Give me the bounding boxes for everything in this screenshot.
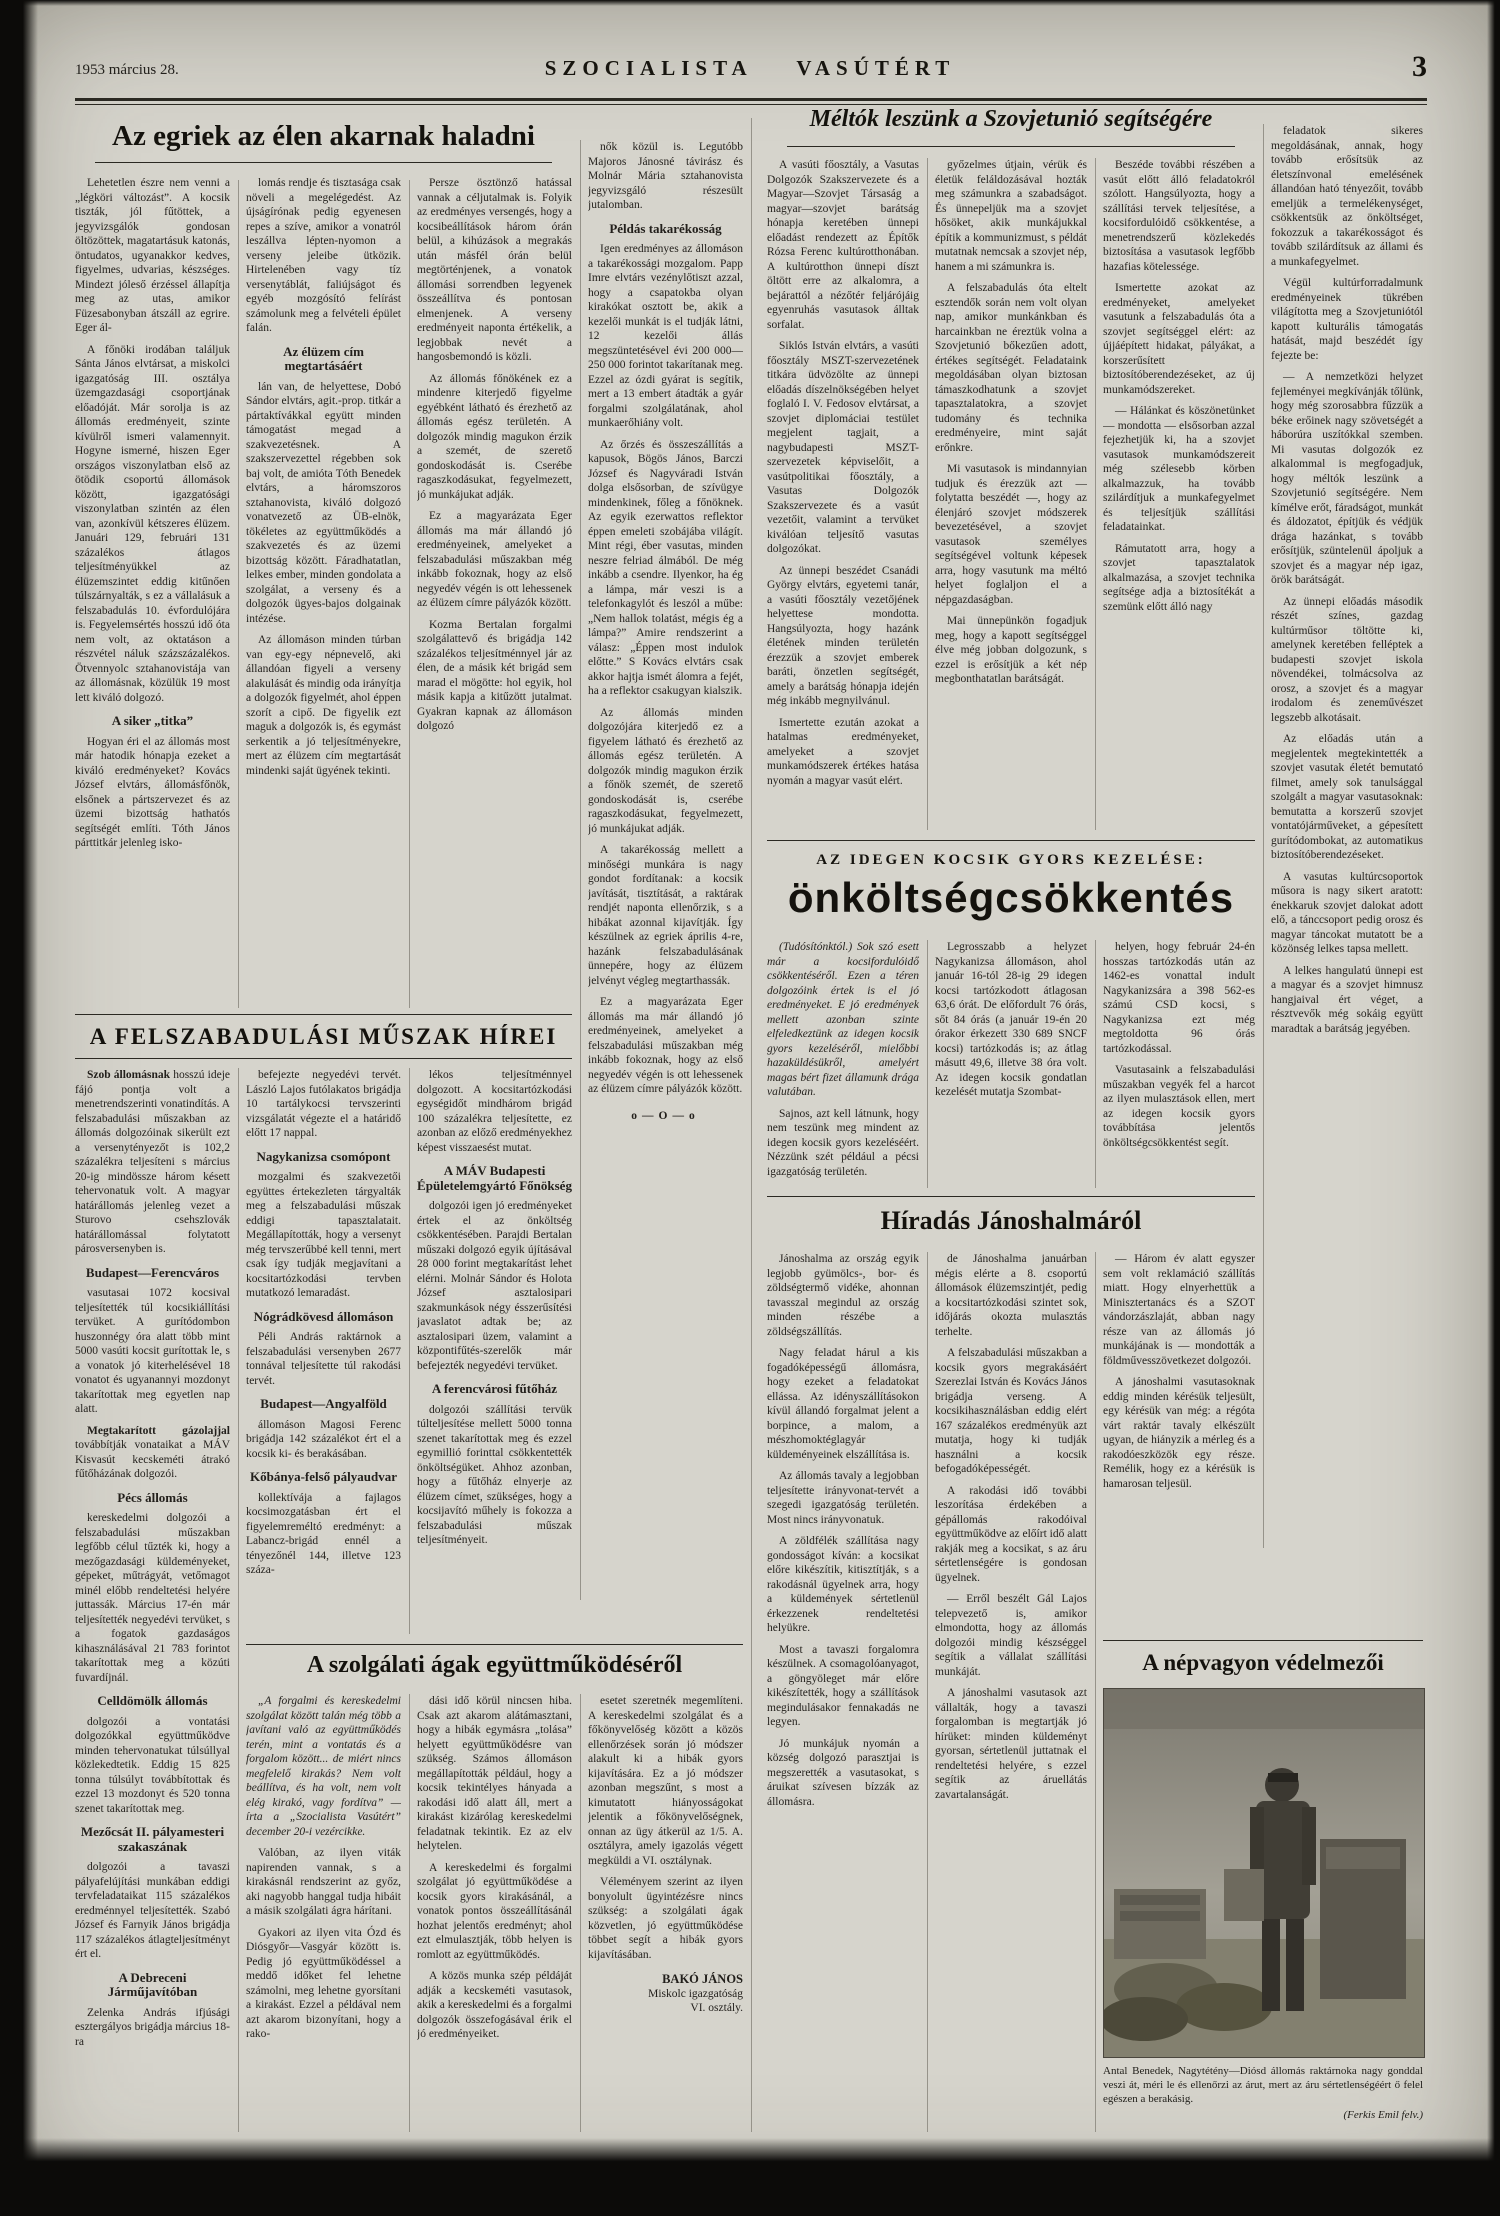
- paragraph: A kereskedelmi és forgalmi szolgálat jó együttműködése a kocsik gyors kirakásánál, a vonatok pontos összeállításánál hozhat jelentős eredményt; ahol ezt elmulasztják, több helyen is romlott az együttműködés.: [417, 1861, 572, 1961]
- paragraph: dási idő körül nincsen hiba. Csak azt akarom alátámasztani, hogy a hibák egymásra „tolása” helyett együttműködésre van szükség. Számos állomáson megállapították például, hogy a kocsik tekintélyes hányada a rakodási idő alatt áll, mert a kirakást kizárólag kereskedelmi feladatnak tekintik. Ez az elv helytelen.: [417, 1695, 572, 1852]
- column-subhead: A MÁV Budapesti Épületelemgyártó Főnökség: [417, 1163, 572, 1193]
- paragraph: (Tudósítónktól.) Sok szó esett már a kocsifordulóidő csökkentéséről. Ezen a téren dolgozóink értek is el jó eredményeket. E jó eredmények mellett azonban szinte elfeledkeztünk az idegen kocsik gyors kezeléséről, mielőbbi hazaküldésükről, amelyért magas bért fizet államunk drága valutában.: [767, 941, 919, 1098]
- paragraph: A lelkes hangulatú ünnepi est a magyar és a szovjet himnusz hangjaival ért véget, a résztvevők még sokáig együtt maradtak a barátság jegyében.: [1271, 964, 1423, 1035]
- article-egriek-title: Az egriek az élen akarnak haladni: [112, 120, 535, 152]
- paragraph: Az őrzés és összeszállítás a kapusok, Bögös János, Barczi József és Nagyváradi István dolga elsősorban, de szívügye mindenkinek, főleg a főnöknek. Az egyik ezerwattos reflektor éppen emeleti szobájába világít. Mint régi, éber vasutas, minden neszre felriad álmából. De még inkább a csendre. Ilyenkor, ha ég a lámpa, már veszi is a telefonkagylót és leszól a műbe: „Nem hallok tolatást, mégis ég a lámpa?” Amire rendszerint a válasz: „Éppen most indulok előtte.” S Kovács elvtárs csak akkor hajtja ismét álomra a fejét, ha a reflektor csakugyan kialszik.: [588, 438, 743, 697]
- column-subhead: Példás takarékosság: [609, 220, 722, 236]
- paragraph: mozgalmi és szakvezetői együttes értekezleten tárgyalták meg a felszabadulási műszak eddigi tapasztalatait. Megállapították, hogy a versenyt még tervszerűbbé kell tenni, mert csak így tudják megjavítani a kocsitartózkodási tervben mutatkozó lemaradást.: [246, 1171, 401, 1299]
- hiradas-column-1: [767, 1252, 919, 2132]
- paragraph: A rakodási idő további leszorítása érdekében a gépállomás rakodóival együttműködve az előírt idő alatt rakják meg a kocsikat, s az áru sértetlenségére is gondosan ügyelnek.: [935, 1484, 1087, 1584]
- paragraph: A közös munka szép példáját adják a kecskeméti vasutasok, akik a kereskedelmi és a forgalmi dolgozók összefogásával érik el jó eredményeiket.: [417, 1970, 572, 2040]
- paragraph: feladatok sikeres megoldásának, annak, hogy tovább erősítsük az életszínvonal emelésének állandóan ható tényezőit, tovább emeljük a termelékenységet, csökkentsük az önköltséget, fokozzuk a takarékosságot és tovább szilárdítsuk az állami és a munkafegyelmet.: [1271, 125, 1423, 268]
- paragraph: lomás rendje és tisztasága csak növeli a megelégedést. Az újságírónak pedig egyenesen repes a szíve, amikor a vonatról leszállva lépten-nyomon a verseny jeleibe ütközik. Hirtelenében vagy tíz versenytáblát, faliújságot és egyéb mozgósító felírást számolunk meg a felvételi épület falán.: [246, 177, 401, 334]
- article-idegen-title: önköltségcsökkentés: [787, 874, 1235, 921]
- column-rule: [927, 1252, 928, 2132]
- page-number: 3: [1412, 50, 1427, 83]
- paragraph: nők közül is. Legutóbb Majoros Jánosné távirász és Molnár Mária sztahanovista jegyvizsgáló részesült jutalomban.: [588, 141, 743, 211]
- paragraph: A jánoshalmi vasutasoknak eddig minden kérésük teljesült, egy kérésük van még: a régóta várt raktár tavaly elkészült ugyan, de hiányzik a mérleg és a rakodóeszközök egy része. Remélik, hogy ez a kérésük is hamarosan teljesül.: [1103, 1376, 1255, 1490]
- paragraph: dolgozói szállítási tervük túlteljesítése mellett 5000 tonna szenet takarítottak meg és ezzel egymillió forinttal csökkentették önköltségüket. Ahhoz azonban, hogy a fűtőház elnyerje az élüzem címet, szükséges, hogy a kocsijavító műhely is fokozza a felszabadulási műszak teljesítményeit.: [417, 1403, 572, 1546]
- paragraph: Jánoshalma az ország egyik legjobb gyümölcs-, bor- és zöldségtermő vidéke, ahonnan tavasszal megindul az ország minden részébe a zöldségszállítás.: [767, 1253, 919, 1338]
- idegen-column-1: [767, 940, 919, 1188]
- paragraph: kereskedelmi dolgozói a felszabadulási műszakban legfőbb célul tűzték ki, hogy a mezőgazdasági küldeményeket, gépeket, műtrágyát, vetőmagot minél előbb rendeltetési helyére juttassák. Március 17-én már teljesítették negyedévi tervüket, s a fogatok gazdaságos kihasználásával 21 783 forintot takarítottak meg a közúti fuvardíjnál.: [75, 1512, 230, 1684]
- meltok-column-4: [1271, 124, 1423, 1548]
- paragraph: Az előadás után a megjelentek megtekintették a szovjet vasutak életét bemutató filmet, amely sok tanulsággal szolgált a magyar vasutasoknak: bemutatta a korszerű szovjet vontatójárműveket, a gépesített gurítódombokat, az automatikus biztosítóberendezéseket.: [1271, 733, 1423, 861]
- paragraph: Legrosszabb a helyzet Nagykanizsa állomáson, ahol január 16-tól 28-ig 29 idegen kocsi tartózkodott átlagosan 63,6 órát. De előfordult 76 órás, sőt 84 órás (a január 19-én 20 órakor érkezett 330 689 SNCF kocsi) tartózkodás is; az átlag másutt 49,6, illetve 38 óra volt. Az idegen kocsik gondatlan kezelését mutatja Szombat-: [935, 941, 1087, 1098]
- section-rule: [767, 1196, 1255, 1197]
- paragraph: A takarékosság mellett a minőségi munkára is nagy gondot fordítanak: a kocsik javítását, tisztítását, a raktárak rendjét naponta ellenőrzik, s a hibákat azonnal kijavítják. Így készülnek az egriek április 4-re, hazánk felszabadulásának ünnepére, hogy az élüzem jelvényt végleg megtarthassák.: [588, 844, 743, 987]
- paragraph: — Erről beszélt Gál Lajos telepvezető is, amikor elmondotta, hogy az állomás dolgozói mindig készséggel segítik a vállalat szállítási munkáját.: [935, 1593, 1087, 1678]
- paragraph: „A forgalmi és kereskedelmi szolgálat között talán még több a javítani való az együttműködés terén, mint a vontatás és a forgalom között... de miért nincs megfelelő kirakás? Nem volt beállítva, és ha volt, nem volt elég kirakó, vagy fordítva” — írta a „Szocialista Vasútért” december 20-i vezércikke.: [246, 1695, 401, 1838]
- paragraph: Az ünnepi beszédet Csanádi György elvtárs, egyetemi tanár, a vasúti főosztály vezetőjének helyettese mondotta. Hangsúlyozta, hogy hazánk életének minden területén érezzük a szovjet emberek baráti, önzetlen segítségét, amely a barátság hónapja idején még inkább megnyilvánul.: [767, 564, 919, 707]
- header-rule-thin: [75, 104, 1427, 105]
- paragraph: Mi vasutasok is mindannyian tudjuk és érezzük azt — folytatta beszédét —, hogy az élenjáró szovjet módszerek bevezetésével, a szovjet vasutasok személyes segítségével voltunk képesek arra, hogy vasutunk ma méltó helyet foglaljon el a népgazdaságban.: [935, 463, 1087, 606]
- column-subhead: Kőbánya-felső pályaudvar: [250, 1469, 397, 1484]
- paragraph: lékos teljesítménnyel dolgozott. A kocsitartózkodási egységidőt mindhárom brigád 100 százalékra teljesítette, ez azonban az előző eredményekhez képest visszaesést mutat.: [417, 1069, 572, 1154]
- idegen-column-2: [935, 940, 1087, 1188]
- meltok-column-3: [1103, 158, 1255, 830]
- paragraph: győzelmes útjain, vérük és életük feláldozásával hozták meg számunkra a szabadságot. És ünnepeljük ma a szovjet hősöket, akik munkájukkal építik a kommunizmust, s példát mutatnak nemcsak a szovjet nép, hanem a mi számunkra is.: [935, 159, 1087, 273]
- hiradas-column-2: [935, 1252, 1087, 2132]
- scan-edge-right: [1487, 0, 1500, 2216]
- section-rule: [75, 1058, 572, 1059]
- photo-caption: [1103, 2064, 1423, 2122]
- column-rule: [927, 158, 928, 830]
- paragraph: Az ünnepi előadás második részét színes, gazdag kultúrműsor töltötte ki, amelynek keretében felléptek a budapesti szovjet iskola növendékei, tolmácsolva az orosz, a szovjet és a magyar irodalom és zeneművészet legszebb alkotásait.: [1271, 595, 1423, 724]
- paragraph: Ismertette ezután azokat a hatalmas eredményeket, amelyeket a szovjet munkamódszerek értékes hatása nyomán a magyar vasút elért.: [767, 716, 919, 787]
- column-rule: [238, 180, 239, 1008]
- column-subhead: A siker „titka”: [111, 713, 194, 728]
- paragraph: Szob állomásnak hosszú ideje fájó pontja volt a menetrendszerinti vonatindítás. A felszabadulási műszakban az állomás dolgozóinak sikerült ezt a versenytényezőt is 102,2 százalékra teljesíteni s március 20-ig mindössze három késett tehervonatuk volt. A magyar határállomás jelenleg vezet a Sturovo csehszlovák határállomással folytatott párosversenyben is.: [75, 1069, 230, 1255]
- column-rule: [1095, 940, 1096, 1188]
- paragraph: Ez a magyarázata Eger állomás ma már állandó jó eredményeinek, amelyeket a felszabadulási műszakban még inkább fokoznak, hogy az első negyedév végén is ott lehessenek az élüzem címre pályázók között.: [417, 510, 572, 609]
- scan-edge-top: [0, 0, 1500, 6]
- column-subhead: Celldömölk állomás: [97, 1693, 208, 1708]
- paragraph: dolgozói a vontatási dolgozókkal együttműködve minden tehervonatukat túlsúllyal közlekedtetik. Eddig 15 825 tonna túlsúlyt továbbítottak és ezzel 13 mozdonyt és 520 tonna szenet takarítottak meg.: [75, 1715, 230, 1815]
- egriek-column-4: [588, 140, 743, 1600]
- column-rule: [409, 1694, 410, 2132]
- paragraph: Gyakori az ilyen vita Ózd és Diósgyőr—Vasgyár között is. Pedig jó együttműködéssel a meddő időket fel lehetne számolni, meg lehetne gyorsítani a kirakást. Ezzel a példával nem azt akarom bizonyítani, hogy a rako-: [246, 1926, 401, 2040]
- paragraph: Lehetetlen észre nem venni a „légköri változást”. A kocsik tiszták, jól fűtöttek, a jegyvizsgálók gondosan öltözöttek, magatartásuk katonás, öntudatos, ugyanakkor kedves, figyelmes, udvarias, készséges. Mindezt jóleső érzéssel állapítja meg az utas, amikor Füzesabonyban átszáll az egrire. Eger ál-: [75, 177, 230, 334]
- paragraph: Nagy feladat hárul a kis fogadóképességű állomásra, hogy ezeket a feladatokat ellássa. Az idényszállításokon kívül állandó forgalmat jelent a borpince, a malom, a mészhomoktéglagyár küldeményeinek elszállítása is.: [767, 1347, 919, 1461]
- paragraph: állomáson Magosi Ferenc brigádja 142 százalékot ért el a kocsik ki- és berakásában.: [246, 1418, 401, 1460]
- masthead: SZOCIALISTA VASÚTÉRT: [544, 56, 956, 80]
- paragraph: Jó munkájuk nyomán a község dolgozó parasztjai is megszerették a vasutasokat, s áruikat szívesen bízzák az állomásra.: [767, 1737, 919, 1808]
- column-rule: [580, 140, 581, 1600]
- paragraph: — Hálánkat és köszönetünket — mondotta — elsősorban azzal fejezhetjük ki, ha a szovjet vasutasok munkamódszereit még szélesebb körben alkalmazzuk, ha tovább szilárdítjuk a munkafegyelmet és teljesítjük szállítási feladatainkat.: [1103, 405, 1255, 533]
- paragraph: A jánoshalmi vasutasok azt vállalták, hogy a tavaszi forgalomban is megtartják jó hírüket: minden küldeményt gyorsan, sértetlenül juttatnak el rendeltetési helyére, s ezzel segítik az áruellátás zavartalanságát.: [935, 1687, 1087, 1801]
- column-rule: [1095, 1252, 1096, 2132]
- title-rule: [787, 146, 1235, 147]
- header-rule-thick: [75, 98, 1427, 101]
- article-muszak-title: A FELSZABADULÁSI MŰSZAK HÍREI: [89, 1024, 558, 1049]
- szolgalati-column-2: [417, 1694, 572, 2132]
- paragraph: Rámutatott arra, hogy a szovjet tapasztalatok alkalmazása, a szovjet technika segítsége adja a biztosítékát a szemünk előtt álló nagy: [1103, 542, 1255, 613]
- paragraph: A felszabadulási műszakban a kocsik gyors megrakásáért Szerezlai István és Kovács János brigádja verseng. A kocsikihasználásban eddig elért 167 százalékos eredményük azt mutatja, hogy ki tudják használni a kocsik befogadóképességét.: [935, 1347, 1087, 1475]
- paragraph: Kozma Bertalan forgalmi szolgálattevő és brigádja 142 százalékos teljesítménnyel jár az élen, de a másik két brigád sem marad el mögötte: hol egyik, hol másik kapja a kitűzött jutalmat. Gyakran kapnak az állomáson dolgozó: [417, 618, 572, 732]
- article-szolgalati-title: A szolgálati ágak együttműködéséről: [306, 1652, 683, 1678]
- photo-antal-benedek: [1104, 1689, 1424, 2057]
- paragraph: BAKÓ JÁNOS: [662, 1972, 743, 1986]
- column-rule: [1095, 158, 1096, 830]
- warehouse-photo: [1103, 1688, 1425, 2058]
- paragraph: A vasutas kultúrcsoportok műsora is nagy sikert aratott: énekkaruk szovjet dalokat adott elő, a tánccsoport pedig orosz és magyar táncokat mutatott be a közönség lelkes tapsa mellett.: [1271, 870, 1423, 955]
- article-idegen-kicker: AZ IDEGEN KOCSIK GYORS KEZELÉSE:: [816, 852, 1206, 868]
- egriek-column-3: [417, 176, 572, 1010]
- paragraph: A főnöki irodában találjuk Sánta János elvtársat, a miskolci igazgatóság III. osztálya üzemgazdasági csoportjának előadóját. Már sorolja is az állomás eredményeit, szinte kívülről ismeri valamennyit. Hogyne ismerné, hiszen Eger országos viszonylatban első az ötödik csoportú állomások között, igazgatósági viszonylatban szintén az élen van, azonkívül kétszeres élüzem. Januári 129, februári 131 százalékos átlagos teljesítményükkel az élüzemszintet eddig kitűnően túlszárnyalták, s ez a vállalásuk a felszabadulás 10. évfordulójára is. Fegyelemsértés hosszú idő óta nem volt, az oktatáson a részvétel náluk százszázalékos. Ötvennyolc sztahanovistája van az állomásnak, közülük 19 most lett kiváló dolgozó.: [75, 343, 230, 704]
- column-subhead: Mezőcsát II. pályamesteri szakaszának: [80, 1824, 225, 1854]
- section-rule: [767, 840, 1255, 841]
- paragraph: Hogyan éri el az állomás most már hatodik hónapja ezeket a kiváló eredményeket? Kovács József elvtárs, állomásfőnök, elsőnek a pártszervezet és az üzemi bizottság hathatós segítségét említi. Tóth János párttitkár jelenleg isko-: [75, 735, 230, 849]
- article-hiradas-title: Híradás Jánoshalmáról: [880, 1206, 1142, 1235]
- muszak-column-3: [417, 1068, 572, 1634]
- paragraph: Valóban, az ilyen viták napirenden vannak, s a kirakásnál rendszerint az győz, aki nagyobb hanggal tudja hibáit a másik szolgálati ágra hárítani.: [246, 1847, 401, 1917]
- paragraph: dolgozói igen jó eredményeket értek el az önköltség csökkentésében. Parajdi Bertalan műszaki dolgozó egyik újításával 28 000 forint megtakarítást lehet elérni. Molnár Sándor és Holota József asztalosipari szakmunkások négy ésszerűsítési javaslatot adtak be; az asztalosipari üzem, valamint a központifűtés-szerelők már befejezték negyedévi tervüket.: [417, 1200, 572, 1372]
- photo-caption-text: Antal Benedek, Nagytétény—Diósd állomás raktárnoka nagy gonddal veszi át, méri le és ellenőrzi az árut, mert az áru sértetlenségéért ő felel egészen a berakásig.: [1103, 2065, 1423, 2105]
- paragraph: Vasutasaink a felszabadulási műszakban vegyék fel a harcot az ilyen mulasztások ellen, mert az idegen kocsik gyors továbbítása jelentős önköltségcsökkentést segít.: [1103, 1064, 1255, 1149]
- szolgalati-column-1: [246, 1694, 401, 2132]
- article-meltok-title: Méltók leszünk a Szovjetunió segítségére: [809, 106, 1213, 132]
- paragraph: — Három év alatt egyszer sem volt reklamáció szállítás miatt. Hogy elnyerhettük a Minisztertanács és a SZOT vándorzászlaját, abban nagy része van az állomás jó munkájának is — mondották a földművesszövetkezet dolgozói.: [1103, 1253, 1255, 1367]
- paragraph: A felszabadulás óta eltelt esztendők során nem volt olyan nap, amikor munkánkban és harcainkban ne éreztük volna a Szovjetunió bőkezűen adott, értékes segítségét. Feladataink megoldásában olyan biztosan támaszkodhatunk a szovjet tapasztalatokra, a szovjet tudomány és technika eredményeire, mint saját erőnkre.: [935, 282, 1087, 454]
- column-rule: [927, 940, 928, 1188]
- meltok-column-1: [767, 158, 919, 830]
- paragraph: Ismertette azokat az eredményeket, amelyeket vasutunk a felszabadulás óta a szovjet segítséggel elért: az újjáépített hidakat, pályákat, a korszerűsített biztosítóberendezéseket, az új munkamódszereket.: [1103, 282, 1255, 396]
- lead-in: Szob állomásnak: [87, 1069, 174, 1081]
- paragraph: Péli András raktárnok a felszabadulási versenyben 2677 tonnával teljesítette túl rakodási tervét.: [246, 1331, 401, 1387]
- paragraph: Miskolc igazgatóság: [648, 1987, 743, 2000]
- column-subhead: Pécs állomás: [117, 1489, 188, 1505]
- paragraph: Igen eredményes az állomáson a takarékossági mozgalom. Papp Imre elvtárs vezénylőtiszt azzal, hogy a csapatokba olyan kirakókat osztott be, akik a kezelői munkát is el tudják látni, 12 kezelői állás megszüntetésével évi 200 000—250 000 forintot takarítanak meg. Ezzel az ózdi gyárat is segítik, mert a 13 embert átadták a gyár forgalmi szolgálatának, ahol munkaerőhiány volt.: [588, 243, 743, 429]
- column-rule: [580, 1694, 581, 2132]
- column-subhead: Budapest—Angyalföld: [260, 1396, 387, 1411]
- scan-edge-bottom: [0, 2138, 1500, 2216]
- column-subhead: Nógrádkövesd állomáson: [253, 1308, 394, 1324]
- paragraph: Végül kultúrforradalmunk eredményeinek tükrében világította meg a Szovjetuniótól kapott kulturális támogatás hatását, majd beszédét így fejezte be:: [1271, 277, 1423, 362]
- paragraph: — A nemzetközi helyzet fejleményei megkívánják tőlünk, hogy még szorosabbra fűzzük a béke erőinek nagy szövetségét a háborúra uszítókkal szemben. Mi vasutas dolgozók ez alkalommal is megfogadjuk, hogy méltók leszünk a Szovjetunió segítségére. Nem kímélve erőt, fáradságot, munkát és áldozatot, építjük és védjük drága hazánkat, s tovább erősítjük, szüntelenül ápoljuk a szovjet és a magyar nép igaz, örök barátságát.: [1271, 371, 1423, 586]
- paragraph: Megtakarított gázolajjal továbbítják vonataikat a MÁV Kisvasút kecskeméti átrakó fűtőházának dolgozói.: [75, 1424, 230, 1480]
- paragraph: befejezte negyedévi tervét. László Lajos futólakatos brigádja 10 tartálykocsi tervszerinti vizsgálatát végezte el a határidő előtt 17 nappal.: [246, 1069, 401, 1139]
- page-date: 1953 március 28.: [75, 62, 179, 78]
- paragraph: vasutasai 1072 kocsival teljesítették túl kocsikiállítási tervüket. A gurítódombon huszonnégy óra alatt több mint 5000 vasúti kocsit gurítottak le, s a vonatok jó kiterhelésével 18 vonatot és ugyanannyi mozdonyt takarítottak meg egyetlen nap alatt.: [75, 1287, 230, 1415]
- paragraph: VI. osztály.: [690, 2002, 743, 2014]
- paragraph: de Jánoshalma januárban mégis elérte a 8. csoportú állomások élüzemszintjét, pedig a kocsitartózkodási szintet sok, időjárás okozta mulasztás terhelte.: [935, 1253, 1087, 1338]
- paragraph: o—O—o: [631, 1109, 700, 1122]
- paragraph: helyen, hogy február 24-én hosszas tartózkodás után az 1462-es vonattal indult Nagykanizsára a 398 562-es számú CSD kocsi, s Nagykanizsa ezt még megtoldotta 96 órás tartózkodással.: [1103, 941, 1255, 1055]
- column-subhead: A Debreceni Járműjavítóban: [107, 1969, 198, 1999]
- paragraph: Beszéde további részében a vasút előtt álló feladatokról szólott. Hangsúlyozta, hogy a szállítási tervek teljesítése, a kocsifordulóidő csökkentése, a menetrendszerű közlekedés biztosítása a vasutasok legfőbb hazafias kötelessége.: [1103, 159, 1255, 273]
- paragraph: Persze ösztönző hatással vannak a céljutalmak is. Folyik az eredményes versengés, hogy a kocsibeállítások három órán belül, a kihúzások a megrakás után másfél órán belül megtörténjenek, a vonatok állomási sorrendben legyenek összeállítva és pontosan elmenjenek. A verseny eredményeit naponta értékelik, a legjobbak nevét a hangosbemondó is közli.: [417, 177, 572, 363]
- paragraph: kollektívája a fajlagos kocsimozgatásban ért el figyelemreméltó eredményt: a Labancz-brigád ennél a tényezőnél 144, illetve 123 száza-: [246, 1491, 401, 1576]
- paragraph: Az állomás tavaly a legjobban teljesítette irányvonat-tervét a szegedi igazgatóság területén. Most nincs irányvonatuk.: [767, 1470, 919, 1526]
- column-subhead: Budapest—Ferencváros: [85, 1264, 220, 1280]
- paragraph: Az állomás minden dolgozójára kiterjedő ez a figyelem látható és érezhető az állomás egész területén. A dolgozók mindig magukon érzik a főnök szemét, de szerető gondoskodását is, cserébe ragaszkodásukat, fegyelmezett, jó munkájukat adják.: [588, 706, 743, 835]
- paragraph: Siklós István elvtárs, a vasúti főosztály MSZT-szervezetének titkára üdvözölte az ünnepi előadás díszelnökségében helyet foglaló I. V. Fedosov elvtársat, a szovjet diplomáciai testület megjelent tagjait, a nagybudapesti MSZT-szervezetek képviselőit, a vasútpolitikai főosztály, a Vasutas Dolgozók Szakszervezete és a vasút vezetőit, valamint a tervüket kiválóan teljesítő vasutas dolgozókat.: [767, 340, 919, 555]
- paragraph: dolgozói a tavaszi pályafelújítási munkában eddigi tervfeladataikat 115 százalékos eredménnyel teljesítették. Szabó József és Farnyik János brigádja 117 százalékos átlagteljesítményt ért el.: [75, 1861, 230, 1960]
- paragraph: esetet szeretnék megemlíteni. A kereskedelmi szolgálat és a főkönyvelőség között a közös ellenőrzések során jó módszer alakult ki a hibák gyors kijavítására. Ez a jó módszer azonban megszűnt, s most a kimutatott hiányosságokat jelentik a főkönyvelőségnek, onnan az ügy átkerül az 1/5. A. osztályra, amely igazolás végett megküldi a VI. osztálynak.: [588, 1695, 743, 1867]
- scan-edge-left: [0, 0, 38, 2216]
- column-rule: [238, 1068, 239, 2132]
- szolgalati-column-3: [588, 1694, 743, 2132]
- paragraph: Az állomás főnökének ez a mindenre kiterjedő figyelme egyébként látható és érezhető az állomás egész területén. A dolgozók mindig magukon érzik a szemét, de szerető gondoskodását is. Cserébe ragaszkodásukat, fegyelmezett, jó munkájukat adják.: [417, 372, 572, 501]
- paragraph: lán van, de helyettese, Dobó Sándor elvtárs, agit.-prop. titkár a pártaktívákkal együtt minden támogatást megad a szakvezetésnek. A szakszervezettel régebben sok baj volt, de amióta Tóth Benedek elvtárs, a háromszoros sztahanovista, kiváló dolgozó vonatvezető az ÜB-elnök, tökéletes az együttműködés a szakvezetés és az üzemi bizottság között. Fáradhatatlan, lelkes ember, minden gondolata a szolgálat, a verseny és a dolgozók ügyes-bajos dolgainak intézése.: [246, 380, 401, 625]
- photo-credit: (Ferkis Emil felv.): [1343, 2109, 1423, 2121]
- paragraph: Az állomáson minden túrban van egy-egy népnevelő, aki állandóan figyeli a verseny alakulását és mindig oda irányítja a dolgozók figyelmét, ahol éppen szorít a cipő. De figyelik ezt maguk a dolgozók is, és egymást serkentik a jó teljesítményekre, mert az élüzem cím megtartását mindenki saját ügyének tekinti.: [246, 634, 401, 777]
- section-rule: [246, 1644, 743, 1645]
- paragraph: Véleményem szerint az ilyen bonyolult ügyintézésre nincs szükség: a szolgálati ágak közvetlen, jó együttműködése többet segít a hibák gyors kijavításában.: [588, 1876, 743, 1961]
- paragraph: A zöldfélék szállítása nagy gondosságot kíván: a kocsikat előre kikészítik, kitisztítják, s a rakodásnál ügyelnek arra, hogy a küldemények sértetlenül érkezzenek rendeltetési helyükre.: [767, 1535, 919, 1634]
- idegen-column-3: [1103, 940, 1255, 1188]
- column-subhead: Nagykanizsa csomópont: [256, 1148, 391, 1164]
- muszak-column-2: [246, 1068, 401, 1634]
- paragraph: A vasúti főosztály, a Vasutas Dolgozók Szakszervezete és a Magyar—Szovjet Társaság a magyar—szovjet barátság hónapja keretében ünnepi előadást rendezett az Építők Rózsa Ferenc kultúrotthonában. A kultúrotthon ünnepi díszt öltött erre az alkalomra, a bejárattól a nézőtér feljárójáig egyenruhás vasutasok álltak sorfalat.: [767, 159, 919, 331]
- section-rule: [1103, 1640, 1423, 1641]
- paragraph: Sajnos, azt kell látnunk, hogy nem teszünk meg mindent az idegen kocsik gyors kezeléséért. Nézzünk szét például a pécsi igazgatóság területén.: [767, 1107, 919, 1178]
- meltok-column-2: [935, 158, 1087, 830]
- paragraph: Most a tavaszi forgalomra készülnek. A csomagolóanyagot, a göngyöleget már előre kikészítették, hogy a szállítások megindulásakor fennakadás ne legyen.: [767, 1643, 919, 1728]
- column-subhead: A ferencvárosi fűtőház: [431, 1381, 558, 1396]
- title-rule: [95, 162, 552, 163]
- section-rule: [75, 1014, 572, 1015]
- article-nepvagyon-title: A népvagyon védelmezői: [1142, 1650, 1384, 1675]
- lead-in: Megtakarított gázolajjal: [87, 1424, 230, 1437]
- column-rule: [409, 180, 410, 1008]
- column-subhead: Az élüzem cím megtartásáért: [283, 343, 364, 373]
- egriek-column-2: [246, 176, 401, 1010]
- paragraph: Mai ünnepünkön fogadjuk meg, hogy a kapott segítséggel élve még jobban dolgozunk, s ezzel is erősítjük a két nép megbonthatatlan barátságát.: [935, 615, 1087, 685]
- column-rule: [751, 118, 752, 2132]
- paragraph: Ez a magyarázata Eger állomás ma már állandó jó eredményeinek, amelyeket a felszabadulási műszakban még inkább fokoznak, hogy az első negyedév végén is ott lehessenek az élüzem címre pályázók között.: [588, 996, 743, 1095]
- hiradas-column-3: [1103, 1252, 1255, 1632]
- column-rule: [409, 1068, 410, 1634]
- column-rule: [1263, 124, 1264, 1548]
- paragraph: Zelenka András ifjúsági esztergályos brigádja március 18-ra: [75, 2006, 230, 2048]
- egriek-column-1: [75, 176, 230, 1010]
- muszak-column-1: [75, 1068, 230, 2132]
